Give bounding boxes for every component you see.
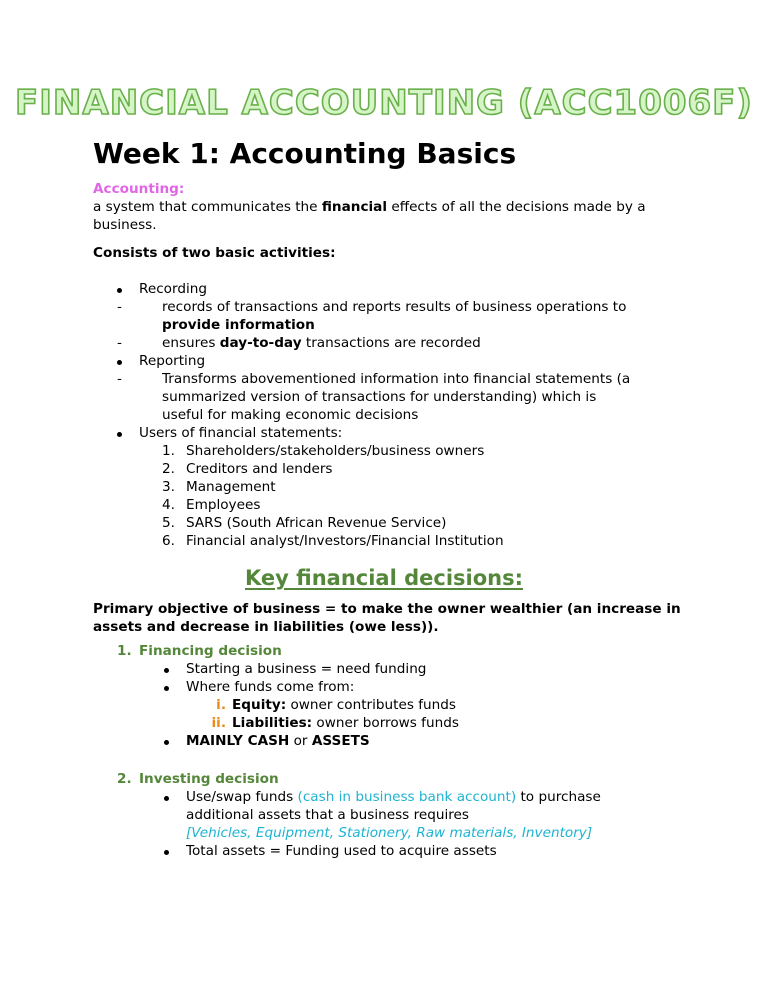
recording-sub1-bold: provide information [162,317,315,333]
investing-examples: [Vehicles, Equipment, Stationery, Raw materials, Inventory] [186,825,593,841]
definition-text [93,198,683,234]
user-number: 1. [162,443,175,459]
mainly-cash: MAINLY CASH [186,733,290,749]
reporting-sub1-line3: useful for making economic decisions [162,407,419,423]
financing-bullet3 [186,732,370,750]
definition-text-part: a system that communicates the [93,199,322,215]
consists-heading: Consists of two basic activities: [93,245,336,261]
bullet-icon [117,288,122,293]
recording-sub2-part: transactions are recorded [301,335,481,351]
user-list-item: Management [186,479,276,495]
course-banner-title: FINANCIAL ACCOUNTING (ACC1006F) [15,83,753,123]
key-decisions-heading: Key financial decisions: [244,566,523,590]
bullet-icon [164,686,169,691]
dash-marker: - [117,371,122,387]
definition-label: Accounting: [93,181,185,197]
investing-bullet1-line1 [186,788,601,806]
investing-cyan-note: (cash in business bank account) [297,789,517,805]
recording-sub2-bold: day-to-day [219,335,302,351]
bullet-icon [117,432,122,437]
investing-title: Investing decision [139,771,279,787]
definition-text-part: effects of all the decisions made by a business. [93,199,646,233]
user-list-item: Creditors and lenders [186,461,333,477]
reporting-sub1-line1: Transforms abovementioned information into financial statements (a [162,371,631,387]
financing-number: 1. [117,643,132,659]
equity-text: owner contributes funds [286,697,456,713]
investing-bullet1-line2: additional assets that a business requires [186,807,469,823]
user-list-item: Financial analyst/Investors/Financial Institution [186,533,504,549]
investing-text-part: to purchase [516,789,601,805]
objective-line2: assets and decrease in liabilities (owe less)). [93,619,439,635]
dash-marker: - [117,299,122,315]
objective-line1: Primary objective of business = to make the owner wealthier (an increase in [93,601,681,617]
financing-bullet2: Where funds come from: [186,679,355,695]
equity-line [232,696,456,714]
user-number: 6. [162,533,175,549]
user-list-item: Employees [186,497,261,513]
investing-number: 2. [117,771,132,787]
roman-numeral: ii. [211,715,226,731]
users-heading: Users of financial statements: [139,425,343,441]
assets-word: ASSETS [311,733,370,749]
liabilities-label: Liabilities: [232,715,313,731]
financing-title: Financing decision [139,643,282,659]
reporting-sub1-line2: summarized version of transactions for understanding) which is [162,389,597,405]
user-list-item: Shareholders/stakeholders/business owners [186,443,485,459]
user-number: 2. [162,461,175,477]
dash-marker: - [117,335,122,351]
definition-bold-word: financial [321,199,388,215]
roman-numeral: i. [216,697,226,713]
activity-recording: Recording [139,281,207,297]
recording-sub2-part: ensures [162,335,220,351]
or-word: or [289,733,312,749]
liabilities-line [232,714,459,732]
user-number: 5. [162,515,175,531]
week-title: Week 1: Accounting Basics [93,137,517,170]
investing-bullet2: Total assets = Funding used to acquire assets [186,843,497,859]
activity-reporting: Reporting [139,353,206,369]
equity-label: Equity: [232,697,287,713]
liabilities-text: owner borrows funds [312,715,459,731]
bullet-icon [164,796,169,801]
user-list-item: SARS (South African Revenue Service) [186,515,447,531]
user-number: 3. [162,479,175,495]
investing-text-part: Use/swap funds [186,789,298,805]
financing-bullet1: Starting a business = need funding [186,661,427,677]
recording-sub2 [162,334,481,352]
user-number: 4. [162,497,175,513]
bullet-icon [117,360,122,365]
recording-sub1-line1: records of transactions and reports results of business operations to [162,299,627,315]
bullet-icon [164,668,169,673]
bullet-icon [164,850,169,855]
bullet-icon [164,740,169,745]
